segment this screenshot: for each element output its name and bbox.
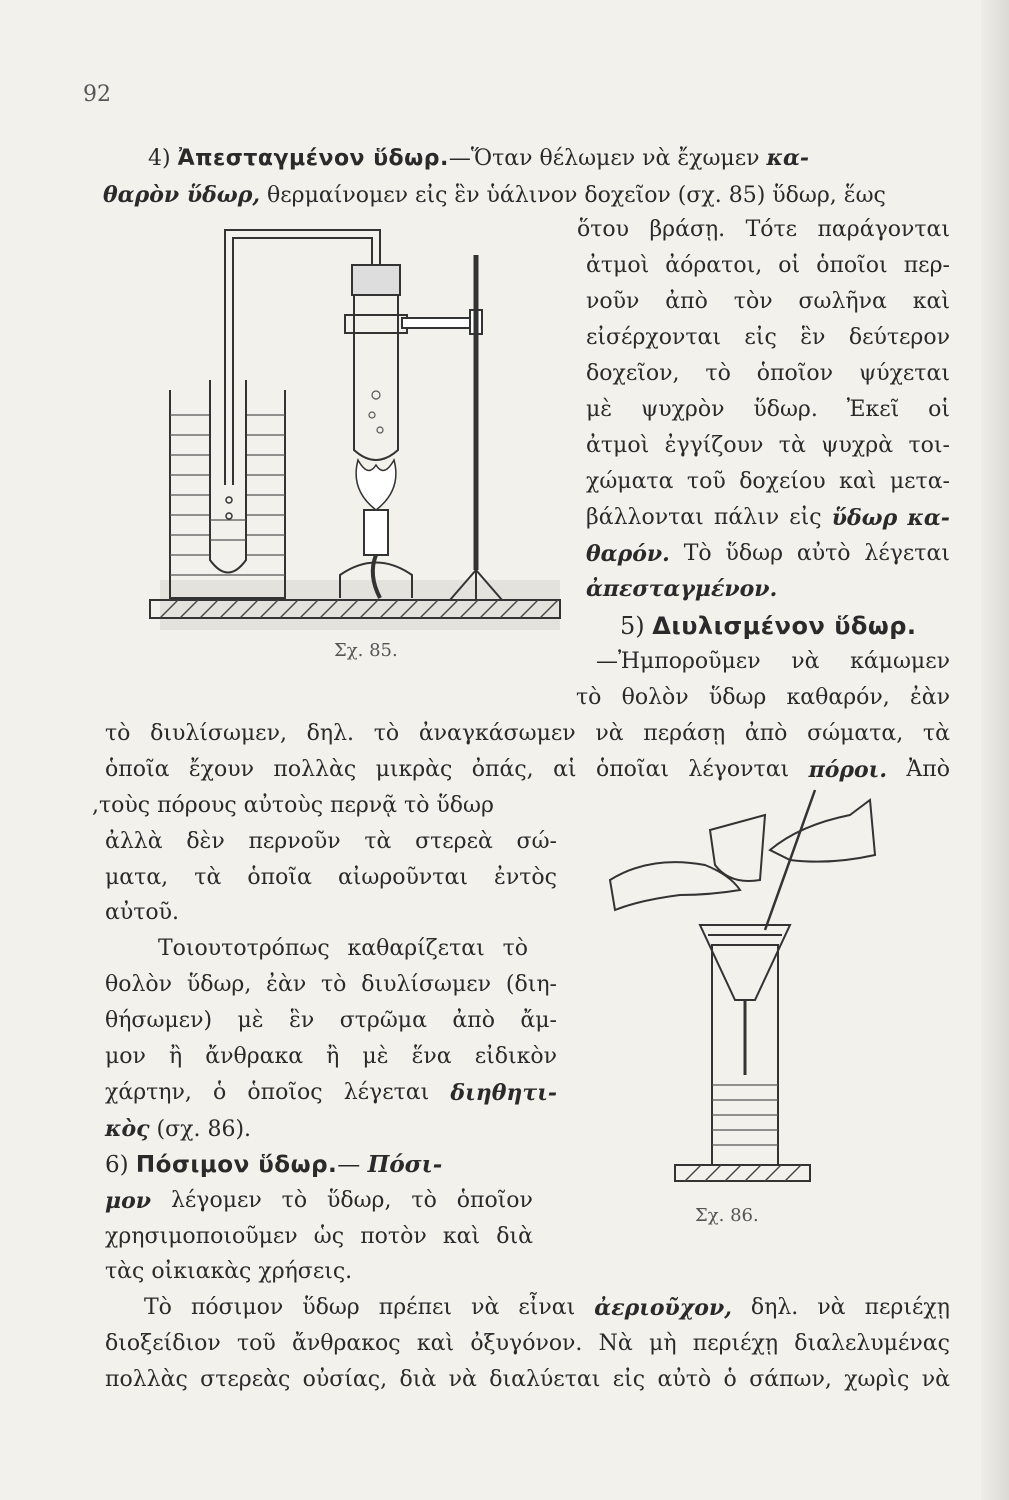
figure-86-caption: Σχ. 86.: [695, 1205, 759, 1226]
text-word: ὕδωρ: [725, 541, 784, 566]
text-word: ἄμ-: [520, 1008, 557, 1033]
text-word: νὰ: [921, 1367, 950, 1392]
filtration-figure: [590, 785, 890, 1195]
text-word: βάλλονται: [586, 505, 704, 530]
text-word: οὐσίας,: [302, 1367, 388, 1392]
text-word: τὸ: [576, 685, 602, 710]
text-line: [144, 1294, 950, 1322]
text-run: ,τοὺς πόρους αὐτοὺς περνᾷ τὸ ὕδωρ: [92, 793, 494, 818]
text-line: [586, 324, 950, 352]
text-word: καὶ: [912, 289, 950, 314]
text-word: ὡς: [313, 1224, 345, 1249]
text-word: τοι-: [908, 433, 950, 458]
text-word: Νὰ: [598, 1331, 633, 1356]
text-word: σώ-: [516, 829, 557, 854]
text-word: ἐὰν: [266, 972, 307, 997]
text-word: λέγεται: [343, 1080, 430, 1105]
text-line: [576, 684, 950, 712]
text-word: ὕδωρ: [302, 1295, 360, 1320]
text-word: καὶ: [442, 1224, 481, 1249]
text-word: μον: [105, 1044, 146, 1069]
text-word: ἀπὸ: [665, 289, 708, 314]
text-line: [105, 1258, 352, 1286]
text-word: νὰ: [448, 1367, 477, 1392]
text-word: ὁποῖα: [247, 865, 312, 890]
text-word: ὕδωρ: [831, 505, 898, 531]
text-word: ἐγγίζουν: [664, 433, 764, 458]
text-word: ὁποῖα: [105, 757, 170, 782]
text-word: —Ἠμποροῦμεν: [596, 649, 761, 674]
text-word: διὰ: [496, 1224, 533, 1249]
text-word: καὶ: [416, 1331, 455, 1356]
text-word: ὕδωρ,: [186, 972, 252, 997]
text-line: [105, 828, 557, 856]
text-word: θήσωμεν): [105, 1008, 213, 1033]
text-line: [586, 504, 950, 532]
text-word: εἰς: [789, 505, 822, 530]
text-word: ὁποῖοι: [816, 253, 888, 278]
text-word: κάμωμεν: [850, 649, 950, 674]
text-word: παράγονται: [817, 217, 950, 242]
text-line: [620, 612, 917, 640]
text-line: [586, 360, 950, 388]
text-word: ἐὰν: [909, 685, 950, 710]
text-line: [92, 792, 494, 820]
text-run: 5): [620, 612, 653, 640]
text-word: εἰδικὸν: [474, 1044, 557, 1069]
text-word: ὕδωρ.: [753, 397, 818, 422]
text-run: θερμαίνομεν εἰς ἓν ὑάλινον δοχεῖον (σχ. 85) ὕδωρ, ἕως: [260, 183, 886, 208]
text-line: [105, 899, 179, 927]
text-run: Ἀπεσταγμένον ὕδωρ.: [177, 146, 449, 171]
text-word: Τοιουτοτρόπως: [158, 936, 330, 961]
text-word: δοχείου: [739, 469, 826, 494]
text-word: ὀξυγόνον.: [470, 1331, 583, 1356]
text-word: δοχεῖον,: [586, 361, 680, 386]
text-word: πάλιν: [713, 505, 780, 530]
text-word: σωλῆνα: [798, 289, 887, 314]
text-word: οἱ: [928, 397, 950, 422]
text-word: περ-: [903, 253, 950, 278]
text-word: πόσιμον: [190, 1295, 284, 1320]
text-line: [596, 648, 950, 676]
text-word: τὸ: [373, 721, 400, 746]
text-line: [586, 540, 950, 568]
text-word: νὰ: [791, 649, 820, 674]
text-word: ψυχρὸν: [640, 397, 725, 422]
text-word: διηθητι-: [450, 1080, 557, 1106]
text-word: θαρόν.: [586, 541, 670, 567]
text-word: λέγονται: [688, 757, 790, 782]
text-word: τὸ: [705, 361, 731, 386]
text-word: ἀτμοὶ: [586, 253, 650, 278]
text-word: διαλελυμένας: [794, 1331, 950, 1356]
text-line: [105, 1151, 442, 1179]
text-word: ὕδωρ,: [327, 1188, 392, 1213]
text-run: Πόσιμον ὕδωρ.: [135, 1152, 338, 1178]
text-word: τοῦ: [236, 1331, 276, 1356]
text-word: ψύχεται: [858, 361, 950, 386]
text-word: τὰ: [922, 721, 950, 746]
text-word: νοῦν: [586, 289, 640, 314]
text-word: δηλ.: [750, 1295, 799, 1320]
text-word: τὸ: [502, 936, 528, 961]
distillation-apparatus-figure: [140, 220, 580, 630]
text-word: ματα,: [105, 865, 169, 890]
text-run: θαρὸν ὕδωρ,: [103, 182, 261, 208]
text-word: πολλὰς: [273, 757, 357, 782]
text-word: τὸ: [411, 1188, 437, 1213]
text-line: [105, 1115, 251, 1144]
text-word: αἰωροῦνται: [337, 865, 468, 890]
text-run: τὰς οἰκιακὰς χρήσεις.: [105, 1259, 353, 1284]
text-word: εἰσέρχονται: [586, 325, 721, 350]
text-word: δεύτερον: [848, 325, 950, 350]
text-word: μετα-: [889, 469, 950, 494]
text-word: μικρὰς: [375, 757, 453, 782]
text-word: χάρτην,: [105, 1080, 192, 1105]
text-line: [586, 432, 950, 460]
text-word: ἀεριοῦχον,: [594, 1295, 732, 1321]
text-word: ὅτου: [577, 217, 630, 242]
text-word: ἢ: [168, 1044, 183, 1069]
text-word: στερεὰς: [200, 1367, 291, 1392]
text-run: κὸς: [105, 1116, 150, 1142]
text-word: ἄνθρακα: [205, 1044, 304, 1069]
text-word: Ἀπὸ: [906, 757, 950, 782]
text-word: ἀτμοὶ: [586, 433, 650, 458]
text-word: διαλύεται: [489, 1367, 601, 1392]
text-word: τὸ: [321, 972, 347, 997]
text-word: πρέπει: [378, 1295, 453, 1320]
text-word: ὁποῖαι: [595, 757, 670, 782]
text-word: τὰ: [778, 433, 806, 458]
text-word: σώματα,: [807, 721, 904, 746]
text-word: διυλίσωμεν,: [150, 721, 287, 746]
text-word: μον: [105, 1188, 152, 1214]
text-word: τὸ: [281, 1188, 308, 1213]
text-word: ὁ: [723, 1367, 737, 1392]
text-run: 4): [148, 146, 178, 171]
text-line: [105, 1007, 557, 1035]
text-word: ἢ: [326, 1044, 340, 1069]
text-word: διυλίσωμεν: [361, 972, 492, 997]
text-word: μὴ: [649, 1331, 677, 1356]
text-word: διὰ: [399, 1367, 437, 1392]
text-run: ἀπεσταγμένον.: [586, 576, 778, 602]
text-word: ἀναγκάσωμεν: [418, 721, 576, 746]
text-word: ὀπάς,: [471, 757, 534, 782]
text-word: τὸ: [105, 721, 131, 746]
text-word: ὁποῖος: [247, 1080, 323, 1105]
text-word: χώματα: [586, 469, 674, 494]
text-run: —: [337, 1152, 368, 1178]
text-word: τὰ: [194, 865, 222, 890]
text-word: περιέχῃ: [692, 1331, 779, 1356]
text-word: (διη-: [505, 972, 557, 997]
text-word: καθαρίζεται: [347, 936, 485, 961]
text-word: περάσῃ: [643, 721, 726, 746]
text-line: [586, 288, 950, 316]
text-word: στερεὰ: [415, 829, 493, 854]
text-word: εἶναι: [518, 1295, 576, 1320]
text-word: ἀλλὰ: [105, 829, 163, 854]
text-word: ὁ: [213, 1080, 227, 1105]
text-run: Διυλισμένον ὕδωρ.: [652, 612, 917, 640]
text-word: νὰ: [471, 1295, 500, 1320]
text-word: ἀπὸ: [452, 1008, 495, 1033]
text-word: ἓν: [289, 1008, 315, 1033]
text-word: ὁποῖον: [456, 1188, 533, 1213]
text-word: καθαρόν,: [786, 685, 890, 710]
text-word: Ἐκεῖ: [846, 397, 900, 422]
text-line: [105, 1187, 533, 1215]
text-word: τὰ: [364, 829, 392, 854]
text-word: λέγομεν: [170, 1188, 262, 1213]
page-number: 92: [83, 82, 111, 107]
text-word: ψυχρὰ: [821, 433, 894, 458]
text-word: βράσῃ.: [649, 217, 726, 242]
text-word: χωρὶς: [844, 1367, 910, 1392]
text-line: [586, 468, 950, 496]
text-word: ἕνα: [411, 1044, 452, 1069]
text-word: μὲ: [586, 397, 613, 422]
text-line: [105, 1366, 950, 1394]
text-line: [105, 971, 557, 999]
text-word: εἰς: [612, 1367, 646, 1392]
text-word: Τὸ: [144, 1295, 172, 1320]
text-word: πολλὰς: [105, 1367, 188, 1392]
text-line: [105, 1079, 557, 1107]
figure-85-caption: Σχ. 85.: [334, 640, 398, 661]
text-word: αἱ: [553, 757, 577, 782]
text-run: κα-: [766, 145, 810, 171]
text-word: οἱ: [778, 253, 801, 278]
text-word: ἐντὸς: [494, 865, 557, 890]
text-line: [105, 1043, 557, 1071]
text-line: [105, 864, 557, 892]
text-word: αὐτὸ: [657, 1367, 712, 1392]
text-line: [148, 144, 944, 173]
text-word: τοῦ: [686, 469, 726, 494]
text-word: ἀπὸ: [744, 721, 788, 746]
text-word: Τὸ: [683, 541, 712, 566]
text-word: δὲν: [186, 829, 225, 854]
text-word: ἓν: [800, 325, 826, 350]
text-run: Πόσι-: [367, 1151, 443, 1178]
text-word: νὰ: [817, 1295, 846, 1320]
text-word: μὲ: [237, 1008, 264, 1033]
text-word: δηλ.: [306, 721, 355, 746]
text-line: [586, 252, 950, 280]
text-word: ἄνθρακος: [292, 1331, 401, 1356]
text-word: αὐτὸ: [796, 541, 851, 566]
text-word: θολὸν: [105, 972, 173, 997]
text-run: αὐτοῦ.: [105, 900, 180, 925]
text-word: λέγεται: [864, 541, 950, 566]
text-word: διοξείδιον: [105, 1331, 221, 1356]
text-word: πόροι.: [808, 757, 887, 783]
page-edge: [981, 0, 1009, 1500]
text-word: τὸν: [733, 289, 773, 314]
text-line: [105, 1330, 950, 1358]
text-line: [105, 756, 950, 784]
text-word: μὲ: [362, 1044, 389, 1069]
text-word: Τότε: [745, 217, 798, 242]
text-line: [103, 181, 965, 210]
text-run: —Ὅταν θέλωμεν νὰ ἔχωμεν: [448, 146, 767, 171]
text-word: ποτὸν: [360, 1224, 427, 1249]
text-line: [586, 396, 950, 424]
text-word: ὁποῖον: [756, 361, 833, 386]
text-word: περιέχῃ: [864, 1295, 950, 1320]
text-word: θολὸν: [621, 685, 689, 710]
text-word: χρησιμοποιοῦμεν: [105, 1224, 298, 1249]
text-word: εἰς: [744, 325, 777, 350]
text-line: [577, 216, 950, 244]
text-word: νὰ: [595, 721, 624, 746]
text-line: [105, 1223, 533, 1251]
text-line: [158, 935, 528, 963]
text-word: ἀόρατοι,: [665, 253, 763, 278]
text-line: [105, 720, 950, 748]
text-word: περνοῦν: [248, 829, 341, 854]
text-run: 6): [105, 1152, 136, 1178]
text-word: ὕδωρ: [708, 685, 767, 710]
text-word: καὶ: [839, 469, 877, 494]
text-line: [586, 575, 777, 604]
text-word: στρῶμα: [339, 1008, 427, 1033]
text-word: κα-: [907, 505, 950, 531]
text-run: (σχ. 86).: [149, 1117, 252, 1142]
text-word: ἔχουν: [188, 757, 254, 782]
text-word: σάπων,: [749, 1367, 832, 1392]
